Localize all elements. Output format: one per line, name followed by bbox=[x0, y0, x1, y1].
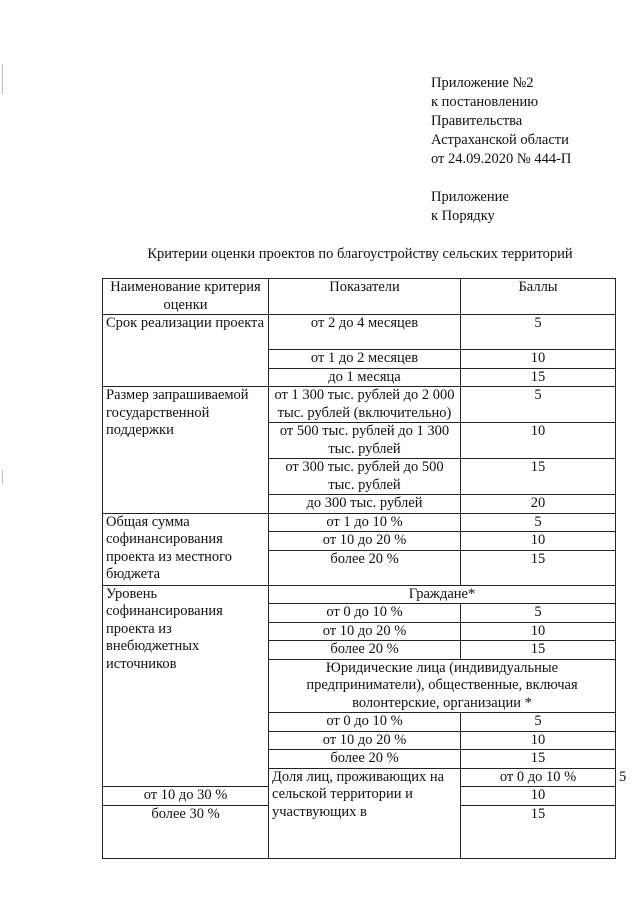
indicator-cell: от 300 тыс. рублей до 500 тыс. рублей bbox=[269, 459, 461, 495]
table-header-row bbox=[103, 279, 616, 315]
indicator-cell: от 500 тыс. рублей до 1 300 тыс. рублей bbox=[269, 423, 461, 459]
header-criterion: Наименование критерия оценки bbox=[103, 279, 269, 315]
table-row bbox=[103, 513, 616, 532]
points-cell: 10 bbox=[461, 532, 616, 551]
points-cell: 10 bbox=[461, 622, 616, 641]
points-cell: 5 bbox=[461, 513, 616, 532]
criterion-local: Общая сумма софинансирования проекта из местного бюджета bbox=[103, 513, 269, 585]
indicator-cell: от 0 до 10 % bbox=[269, 604, 461, 623]
approval-line: Правительства bbox=[431, 113, 523, 129]
points-cell: 15 bbox=[461, 550, 616, 585]
points-cell: 10 bbox=[461, 731, 616, 750]
approval-line: к постановлению bbox=[431, 94, 539, 110]
criterion-support: Размер запрашиваемой государственной поддержки bbox=[103, 387, 269, 514]
document-title: Критерии оценки проектов по благоустройству сельских территорий bbox=[147, 246, 573, 262]
indicator-cell: более 20 % bbox=[269, 641, 461, 660]
indicator-cell: до 300 тыс. рублей bbox=[269, 495, 461, 514]
table-row: Доля лиц, проживающих на сельской территории и участвующих в от 0 до 10 % 5 bbox=[103, 768, 616, 787]
header-indicators: Показатели bbox=[269, 279, 461, 315]
points-cell: 10 bbox=[461, 423, 616, 459]
points-cell: 5 bbox=[461, 713, 616, 732]
indicator-cell: от 1 до 10 % bbox=[269, 513, 461, 532]
indicator-cell: от 10 до 20 % bbox=[269, 731, 461, 750]
criterion-extrabudget: Уровень софинансирования проекта из внебюджетных источников bbox=[103, 585, 269, 787]
points-cell: 10 bbox=[461, 787, 616, 806]
appendix-line: Приложение bbox=[431, 189, 509, 205]
approval-line: от 24.09.2020 № 444-П bbox=[431, 151, 572, 167]
table-row bbox=[103, 387, 616, 423]
scan-edge-mark bbox=[2, 470, 3, 484]
points-cell: 15 bbox=[461, 459, 616, 495]
points-cell: 5 bbox=[461, 604, 616, 623]
header-points: Баллы bbox=[461, 279, 616, 315]
points-cell: 10 bbox=[461, 350, 616, 369]
indicator-cell: более 20 % bbox=[269, 750, 461, 769]
spacer bbox=[431, 169, 571, 188]
criterion-residents: Доля лиц, проживающих на сельской территории и участвующих в bbox=[269, 768, 461, 858]
approval-block bbox=[431, 74, 571, 226]
indicator-cell: от 10 до 20 % bbox=[269, 622, 461, 641]
points-cell: 15 bbox=[461, 641, 616, 660]
indicator-cell: более 20 % bbox=[269, 550, 461, 585]
table-row bbox=[103, 585, 616, 604]
approval-line: Приложение №2 bbox=[431, 75, 534, 91]
table-row bbox=[103, 315, 616, 350]
indicator-cell: от 10 до 30 % bbox=[103, 787, 269, 806]
citizens-heading: Граждане* bbox=[269, 585, 616, 604]
approval-line: Астраханской области bbox=[431, 132, 569, 148]
indicator-cell: от 2 до 4 месяцев bbox=[269, 315, 461, 350]
points-cell: 20 bbox=[461, 495, 616, 514]
criterion-term: Срок реализации проекта bbox=[103, 315, 269, 387]
points-cell: 5 bbox=[461, 387, 616, 423]
criteria-table bbox=[102, 278, 627, 859]
points-cell: 15 bbox=[461, 368, 616, 387]
indicator-cell: от 1 до 2 месяцев bbox=[269, 350, 461, 369]
scan-edge-mark bbox=[2, 64, 3, 94]
indicator-cell: от 0 до 10 % bbox=[269, 713, 461, 732]
indicator-cell: от 1 300 тыс. рублей до 2 000 тыс. рублей (включительно) bbox=[269, 387, 461, 423]
points-cell: 15 bbox=[461, 805, 616, 858]
legal-entities-heading: Юридические лица (индивидуальные предприниматели), общественные, включая волонтерские, организации * bbox=[269, 659, 616, 713]
points-cell: 15 bbox=[461, 750, 616, 769]
indicator-cell: от 10 до 20 % bbox=[269, 532, 461, 551]
points-cell: 5 bbox=[461, 315, 616, 350]
indicator-cell: до 1 месяца bbox=[269, 368, 461, 387]
indicator-cell: от 0 до 10 % bbox=[461, 768, 616, 787]
indicator-cell: более 30 % bbox=[103, 805, 269, 858]
appendix-line: к Порядку bbox=[431, 208, 495, 224]
